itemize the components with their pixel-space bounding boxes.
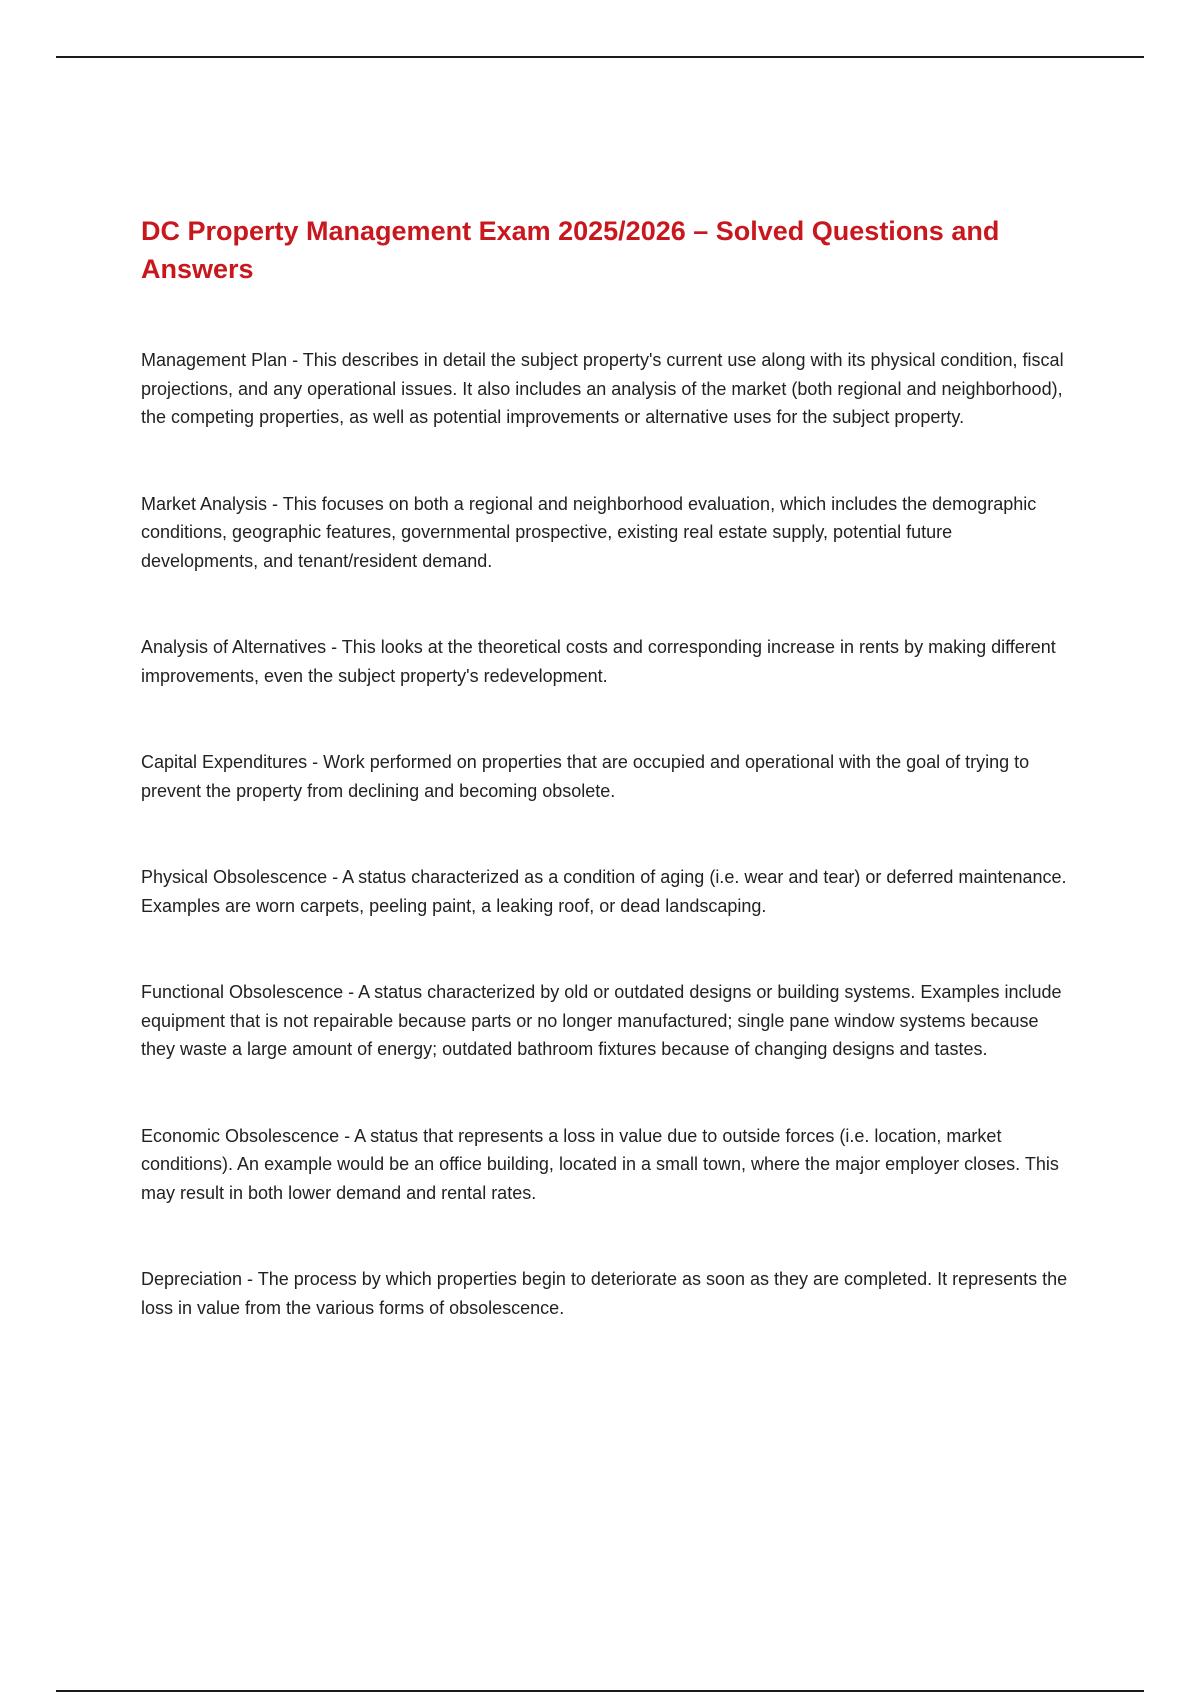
entry-depreciation: Depreciation - The process by which properties begin to deteriorate as soon as they are completed. It represents the loss in value from the various forms of obsolescence. bbox=[141, 1269, 1068, 1318]
entry-functional-obsolescence: Functional Obsolescence - A status characterized by old or outdated designs or building systems. Examples include equipment that is not repairable because parts or no longer manufactured; single pane window systems because they waste a large amount of energy; outdated bathroom fixtures because of changing designs and tastes. bbox=[141, 982, 1062, 1059]
bottom-rule bbox=[56, 1690, 1144, 1692]
entry-list bbox=[141, 346, 1071, 1322]
top-rule bbox=[56, 56, 1144, 58]
entry-economic-obsolescence: Economic Obsolescence - A status that represents a loss in value due to outside forces (i.e. location, market conditions). An example would be an office building, located in a small town, where the major employer closes. This may result in both lower demand and rental rates. bbox=[141, 1125, 1059, 1203]
entry-capital-expenditures: Capital Expenditures - Work performed on properties that are occupied and operational with the goal of trying to prevent the property from declining and becoming obsolete. bbox=[141, 752, 1030, 801]
entry-market-analysis: Market Analysis - This focuses on both a regional and neighborhood evaluation, which includes the demographic conditions, geographic features, governmental prospective, existing real estate supply, potential future developments, and tenant/resident demand. bbox=[141, 493, 1037, 571]
entry-management-plan: Management Plan - This describes in detail the subject property's current use along with its physical condition, fiscal projections, and any operational issues. It also includes an analysis of the market (both regional and neighborhood), the competing properties, as well as potential improvements or alternative uses for the subject property. bbox=[141, 350, 1064, 427]
entry-analysis-of-alternatives: Analysis of Alternatives - This looks at the theoretical costs and corresponding increase in rents by making different improvements, even the subject property's redevelopment. bbox=[141, 637, 1056, 686]
entry-physical-obsolescence: Physical Obsolescence - A status characterized as a condition of aging (i.e. wear and tear) or deferred maintenance. Examples are worn carpets, peeling paint, a leaking roof, or dead landscaping. bbox=[141, 867, 1067, 916]
document-title: DC Property Management Exam 2025/2026 – Solved Questions and Answers bbox=[141, 216, 1000, 284]
document-body bbox=[141, 212, 1071, 1380]
